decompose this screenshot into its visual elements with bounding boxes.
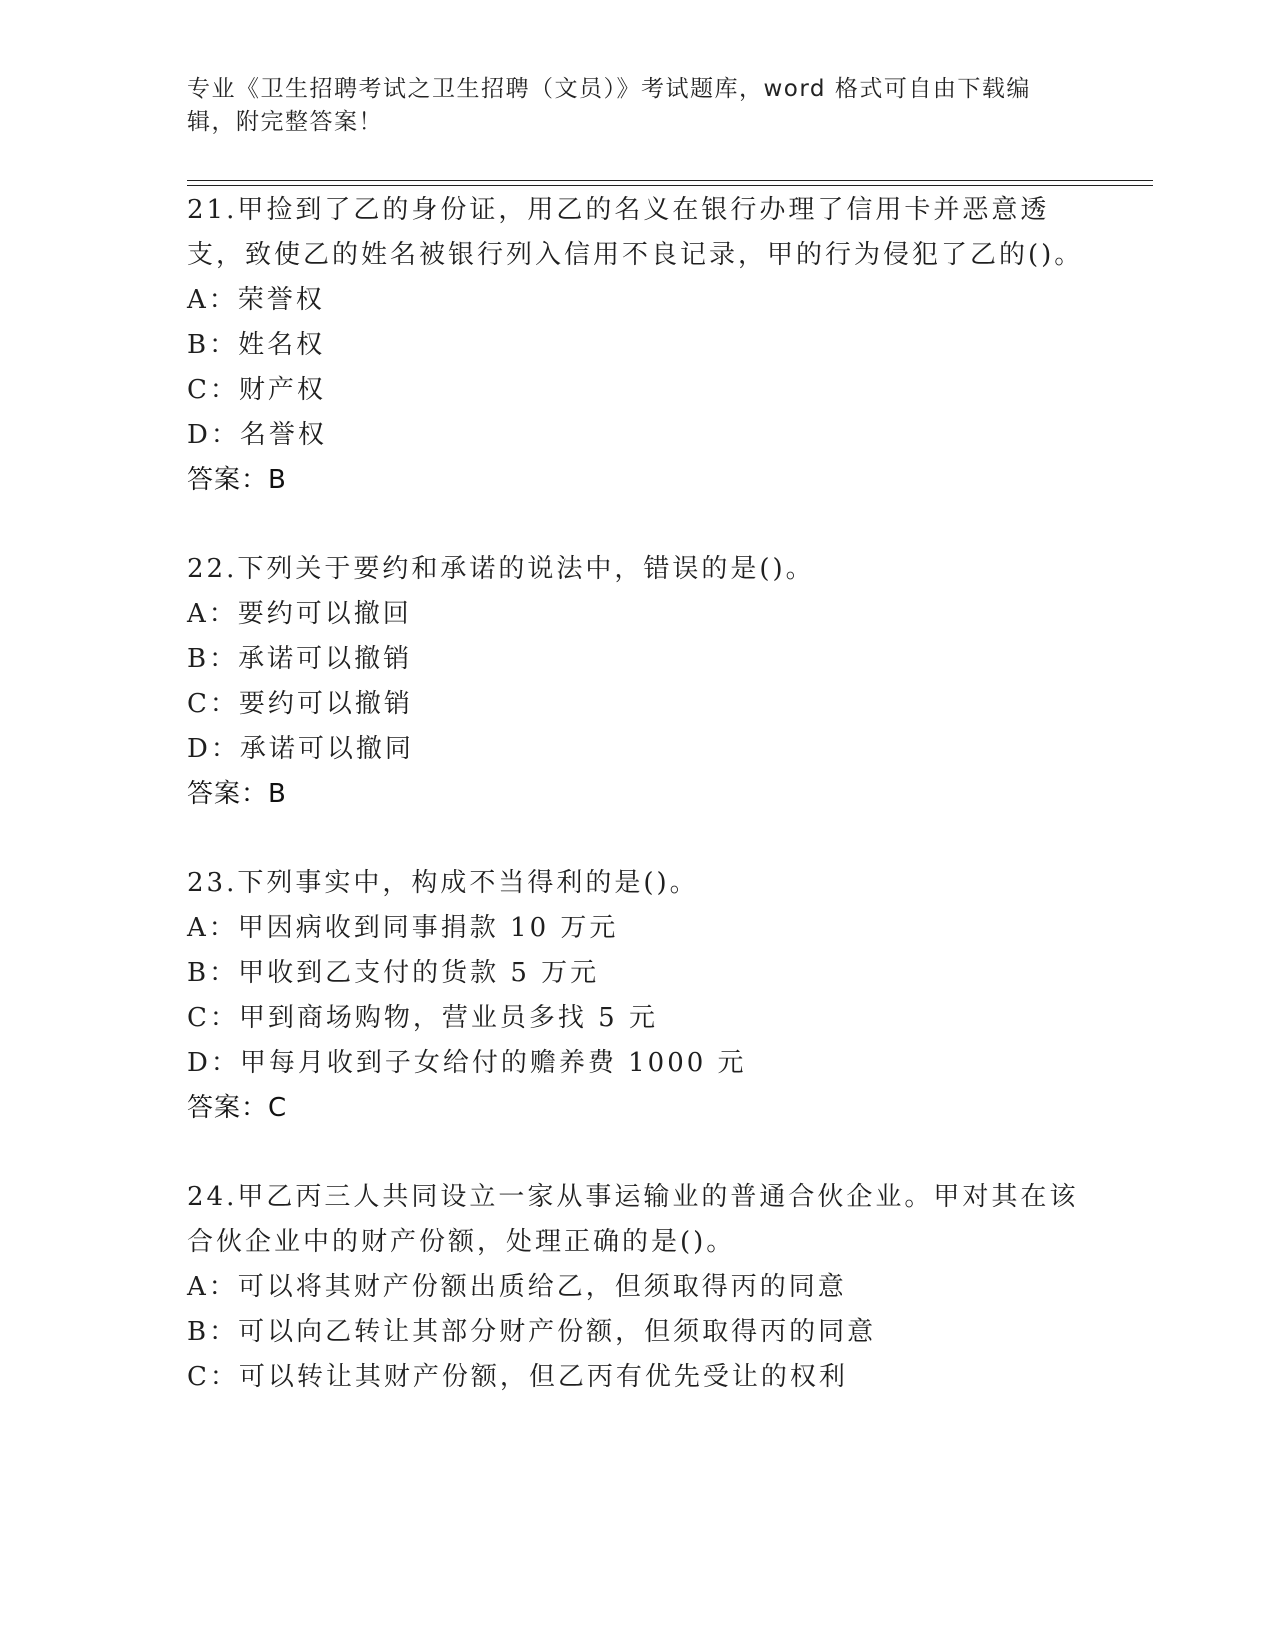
option-d: D：承诺可以撤同 — [187, 734, 414, 764]
answer-line: 答案：C — [187, 1093, 288, 1123]
option-c: C：可以转让其财产份额，但乙丙有优先受让的权利 — [187, 1362, 848, 1392]
answer-line: 答案：B — [187, 779, 287, 809]
question-22 — [187, 547, 1087, 817]
option-c: C：甲到商场购物，营业员多找 5 元 — [187, 1003, 658, 1033]
option-d: D：名誉权 — [187, 420, 327, 450]
question-24 — [187, 1175, 1087, 1400]
option-b: B：承诺可以撤销 — [187, 644, 413, 674]
option-b: B：可以向乙转让其部分财产份额，但须取得丙的同意 — [187, 1317, 877, 1347]
answer-line: 答案：B — [187, 465, 287, 495]
question-list — [187, 188, 1087, 1444]
header-divider-bottom — [187, 185, 1153, 186]
header-divider-top — [187, 180, 1153, 181]
option-a: A：可以将其财产份额出质给乙，但须取得丙的同意 — [187, 1272, 847, 1302]
option-c: C：财产权 — [187, 375, 326, 405]
option-a: A：荣誉权 — [187, 285, 325, 315]
option-c: C：要约可以撤销 — [187, 689, 413, 719]
option-b: B：姓名权 — [187, 330, 326, 360]
option-a: A：甲因病收到同事捐款 10 万元 — [187, 913, 619, 943]
option-d: D：甲每月收到子女给付的赡养费 1000 元 — [187, 1048, 747, 1078]
option-b: B：甲收到乙支付的货款 5 万元 — [187, 958, 600, 988]
question-stem: 21.甲捡到了乙的身份证，用乙的名义在银行办理了信用卡并恶意透支，致使乙的姓名被银行列入信用不良记录，甲的行为侵犯了乙的()。 — [187, 195, 1084, 270]
question-stem: 22.下列关于要约和承诺的说法中，错误的是()。 — [187, 554, 815, 584]
option-a: A：要约可以撤回 — [187, 599, 412, 629]
question-21 — [187, 188, 1087, 503]
question-23 — [187, 861, 1087, 1131]
document-header: 专业《卫生招聘考试之卫生招聘（文员）》考试题库，word 格式可自由下载编辑，附完整答案！ — [187, 76, 1031, 135]
question-stem: 24.甲乙丙三人共同设立一家从事运输业的普通合伙企业。甲对其在该合伙企业中的财产份额，处理正确的是()。 — [187, 1182, 1079, 1257]
question-stem: 23.下列事实中，构成不当得利的是()。 — [187, 868, 699, 898]
